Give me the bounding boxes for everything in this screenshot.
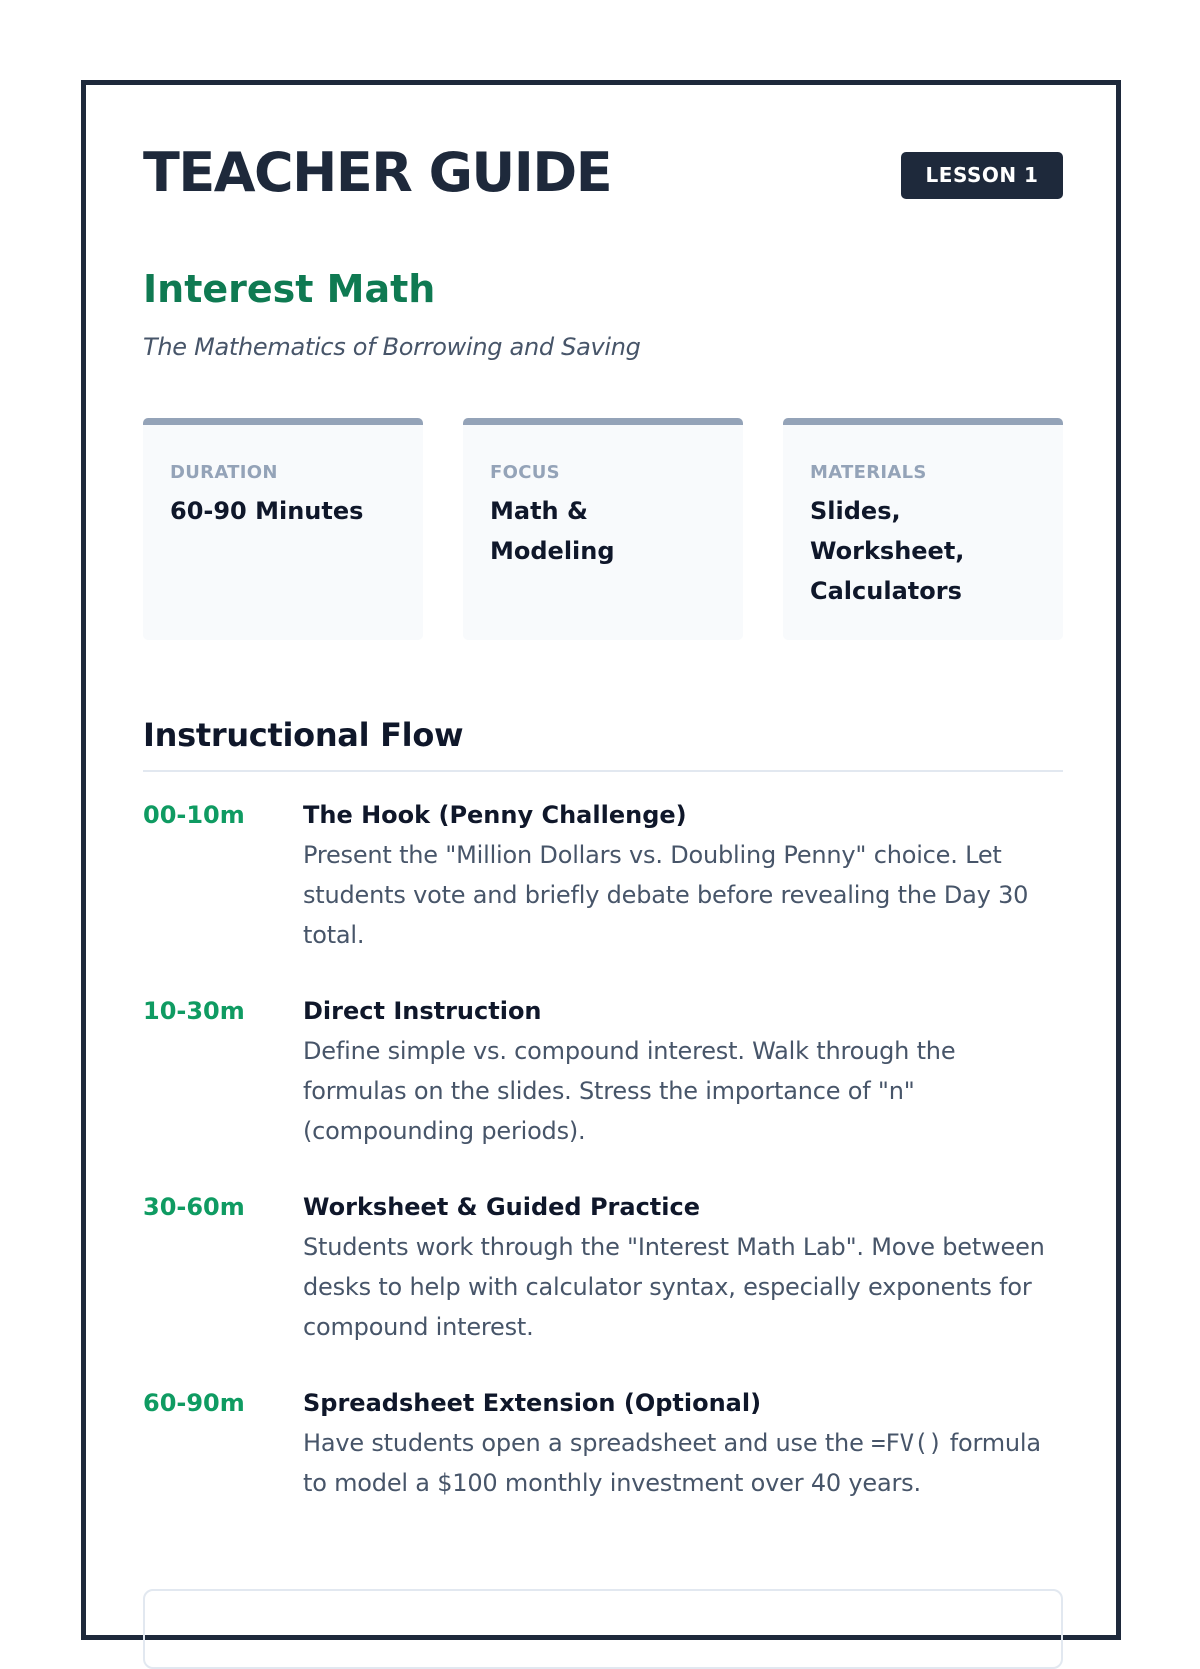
flow-step-time: 00-10m	[143, 801, 245, 829]
section-divider	[143, 770, 1063, 772]
card-value: Slides, Worksheet, Calculators	[810, 497, 965, 605]
page-title: TEACHER GUIDE	[143, 141, 612, 204]
flow-step-desc: Students work through the "Interest Math Lab". Move between desks to help with calculator syntax, especially exponents for compound interest.	[303, 1233, 1045, 1341]
flow-step-desc	[303, 1423, 1063, 1503]
flow-step-title: The Hook (Penny Challenge)	[303, 801, 687, 829]
notes-box	[143, 1589, 1063, 1669]
flow-step-time: 60-90m	[143, 1389, 245, 1417]
card-value: 60-90 Minutes	[170, 497, 364, 525]
materials-card	[783, 418, 1063, 640]
flow-step-title: Worksheet & Guided Practice	[303, 1193, 700, 1221]
card-label: MATERIALS	[810, 462, 927, 483]
info-cards	[143, 418, 1063, 640]
card-label: FOCUS	[490, 462, 560, 483]
focus-card	[463, 418, 743, 640]
flow-step-body	[303, 795, 1063, 955]
guide-frame	[81, 80, 1121, 1640]
card-label: DURATION	[170, 462, 278, 483]
flow-step-body	[303, 1383, 1063, 1503]
flow-step-desc-after: formula to model a $100 monthly investment over 40 years.	[303, 1429, 1041, 1497]
lesson-tagline: The Mathematics of Borrowing and Saving	[143, 333, 641, 361]
flow-step-title: Direct Instruction	[303, 997, 542, 1025]
flow-step-body	[303, 1187, 1063, 1347]
card-value: Math & Modeling	[490, 497, 615, 565]
flow-step-desc: Define simple vs. compound interest. Walk through the formulas on the slides. Stress the importance of "n" (compounding periods).	[303, 1037, 956, 1145]
flow-step-body	[303, 991, 1063, 1151]
flow-step-time: 10-30m	[143, 997, 245, 1025]
lesson-badge: LESSON 1	[901, 152, 1063, 199]
section-heading: Instructional Flow	[143, 716, 464, 754]
formula-code: =FV()	[871, 1429, 943, 1457]
flow-step-time: 30-60m	[143, 1193, 245, 1221]
lesson-subject: Interest Math	[143, 267, 436, 311]
duration-card	[143, 418, 423, 640]
flow-step-title: Spreadsheet Extension (Optional)	[303, 1389, 762, 1417]
flow-step-desc-before: Have students open a spreadsheet and use the	[303, 1429, 872, 1457]
flow-step-desc: Present the "Million Dollars vs. Doubling Penny" choice. Let students vote and briefly debate before revealing the Day 30 total.	[303, 841, 1029, 949]
